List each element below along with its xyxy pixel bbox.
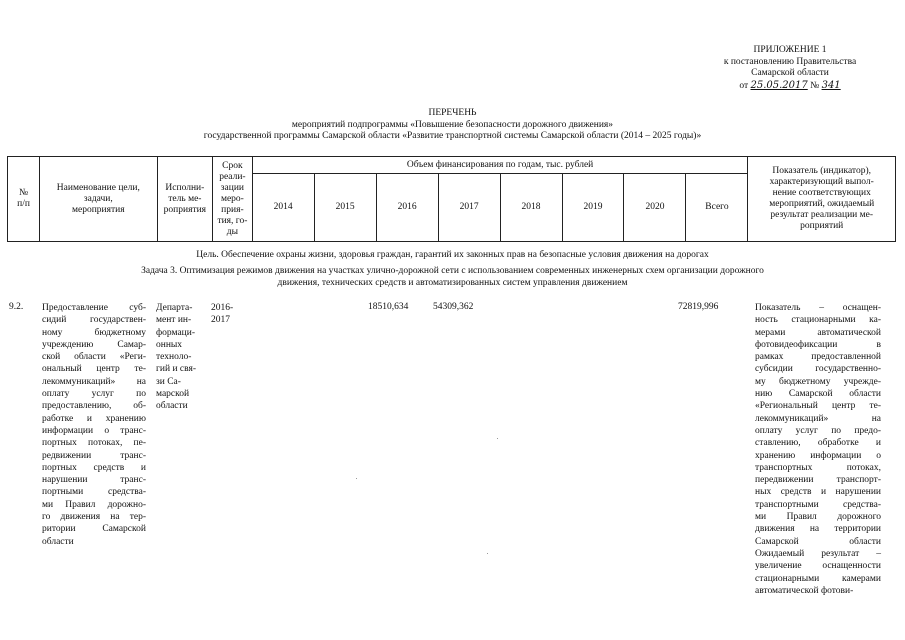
value-total: 72819,996 bbox=[678, 302, 719, 312]
text-line: транспортных потоках, bbox=[755, 462, 881, 473]
task-line1: Задача 3. Оптимизация режимов движения на участках улично-дорожной сети с использованием современных инженерных схем организации дорожного bbox=[141, 266, 764, 276]
text-line: стационарными камерами bbox=[755, 573, 881, 584]
scan-speck bbox=[356, 478, 357, 479]
row-name-cell bbox=[42, 302, 146, 548]
value-2016: 18510,634 bbox=[368, 302, 409, 312]
text-line: учреждению Самар- bbox=[42, 339, 146, 350]
text-line: увеличение оснащенности bbox=[755, 561, 881, 572]
text-line: ность стационарными ка- bbox=[755, 315, 881, 326]
text-line: портными средства- bbox=[42, 487, 146, 498]
text-line: зи Са- bbox=[156, 376, 181, 387]
text-line: Департа- bbox=[156, 303, 193, 313]
text-line: транспортными средства- bbox=[755, 499, 881, 510]
text-line: формаци- bbox=[156, 327, 196, 338]
col-name-header: Наименование цели, задачи, мероприятия bbox=[40, 157, 158, 242]
table-header bbox=[7, 156, 896, 242]
text-line: ных средств и нарушении bbox=[755, 487, 881, 498]
text-line: го движения на тер- bbox=[42, 512, 146, 523]
year-2018-header: 2018 bbox=[500, 174, 562, 242]
handwritten-number: 341 bbox=[821, 79, 841, 91]
task-line2: движения, технических средств и автоматизированных систем управления движением bbox=[277, 278, 628, 288]
heading-line2: государственной программы Самарской области «Развитие транспортной системы Самарской области (2014 – 2025 годы)» bbox=[203, 131, 702, 141]
text-line: Ожидаемый результат – bbox=[755, 548, 881, 559]
text-line: передвижении транспорт- bbox=[755, 475, 881, 486]
appendix-block bbox=[690, 45, 890, 92]
heading-title: ПЕРЕЧЕНЬ bbox=[428, 108, 477, 118]
heading-line1: мероприятий подпрограммы «Повышение безопасности дорожного движения» bbox=[291, 119, 614, 130]
text-line: ми Правил дорожно- bbox=[42, 499, 146, 510]
appendix-title: ПРИЛОЖЕНИЕ 1 bbox=[753, 45, 827, 55]
text-line: лекоммуникаций» на bbox=[42, 376, 146, 387]
task-text bbox=[60, 265, 845, 289]
text-line: 2016- bbox=[211, 303, 234, 313]
number-prefix: № bbox=[810, 80, 820, 91]
text-line: «Региональный центр те- bbox=[755, 401, 881, 412]
year-2020-header: 2020 bbox=[624, 174, 686, 242]
text-line: мерами автоматической bbox=[755, 327, 881, 338]
appendix-line2: Самарской области bbox=[751, 68, 829, 78]
year-2014-header: 2014 bbox=[252, 174, 314, 242]
text-line: мент ин- bbox=[156, 315, 192, 326]
appendix-line1: к постановлению Правительства bbox=[723, 56, 857, 67]
row-number: 9.2. bbox=[9, 302, 24, 312]
total-header: Всего bbox=[686, 174, 748, 242]
value-2017: 54309,362 bbox=[433, 302, 474, 312]
text-line: редвижении транс- bbox=[42, 450, 146, 461]
text-line: гий и свя- bbox=[156, 364, 197, 375]
text-line: сидий государствен- bbox=[42, 315, 146, 326]
col-indicator-header: Показатель (индикатор), характеризующий выпол- нение соответствующих мероприятий, ожидаемый результат реализации ме- роприятий bbox=[748, 157, 896, 242]
text-line: ми Правил дорожного bbox=[755, 512, 881, 523]
handwritten-date: 25.05.2017 bbox=[750, 79, 808, 91]
col-executor-header: Исполни- тель ме- роприятия bbox=[157, 157, 213, 242]
text-line: предоставлению, об- bbox=[42, 401, 146, 412]
text-line: Показатель – оснащен- bbox=[755, 303, 881, 313]
scan-speck bbox=[497, 438, 498, 439]
text-line: оплату услуг по bbox=[42, 389, 146, 400]
text-line: техноло- bbox=[156, 352, 192, 363]
text-line: Самарской области bbox=[755, 536, 881, 547]
from-prefix: от bbox=[739, 80, 749, 91]
text-line: марской bbox=[156, 389, 190, 400]
text-line: ритории Самарской bbox=[42, 524, 146, 535]
text-line: ской области «Реги- bbox=[42, 352, 146, 363]
text-line: нарушении транс- bbox=[42, 475, 146, 486]
document-heading bbox=[80, 108, 825, 143]
col-num-header: № п/п bbox=[8, 157, 40, 242]
text-line: фотовидеофиксации в bbox=[755, 339, 881, 350]
year-2017-header: 2017 bbox=[438, 174, 500, 242]
col-financing-header: Объем финансирования по годам, тыс. рублей bbox=[252, 157, 748, 174]
text-line: Предоставление суб- bbox=[42, 303, 146, 313]
row-indicator-cell bbox=[755, 302, 881, 597]
text-line: работке и хранению bbox=[42, 413, 146, 424]
appendix-date-line bbox=[690, 80, 890, 93]
row-term-cell bbox=[211, 302, 241, 327]
col-term-header: Срок реали- зации меро- прия- тия, го- ды bbox=[213, 157, 253, 242]
year-2015-header: 2015 bbox=[314, 174, 376, 242]
text-line: ональный центр те- bbox=[42, 364, 146, 375]
text-line: портных средств и bbox=[42, 462, 146, 473]
text-line: автоматической фотови- bbox=[755, 585, 854, 596]
text-line: нию Самарской области bbox=[755, 389, 881, 400]
year-2019-header: 2019 bbox=[562, 174, 624, 242]
scan-speck bbox=[487, 553, 488, 554]
text-line: лекоммуникаций» на bbox=[755, 413, 881, 424]
text-line: портных потоках, пе- bbox=[42, 438, 146, 449]
text-line: 2017 bbox=[211, 315, 230, 326]
text-line: хранению информации о bbox=[755, 450, 881, 461]
text-line: ставлению, обработке и bbox=[755, 438, 881, 449]
text-line: области bbox=[42, 536, 74, 547]
text-line: области bbox=[156, 401, 188, 412]
text-line: му бюджетному учрежде- bbox=[755, 376, 881, 387]
text-line: субсидии государственно- bbox=[755, 364, 881, 375]
text-line: оплату услуг по предо- bbox=[755, 425, 881, 436]
text-line: информации о транс- bbox=[42, 425, 146, 436]
text-line: рамках предоставленной bbox=[755, 352, 881, 363]
text-line: ному бюджетному bbox=[42, 327, 146, 338]
row-executor-cell bbox=[156, 302, 196, 413]
year-2016-header: 2016 bbox=[376, 174, 438, 242]
text-line: движения на территории bbox=[755, 524, 881, 535]
text-line: онных bbox=[156, 339, 183, 350]
goal-text: Цель. Обеспечение охраны жизни, здоровья граждан, гарантий их законных прав на безопасные условия движения на дорогах bbox=[196, 250, 709, 260]
